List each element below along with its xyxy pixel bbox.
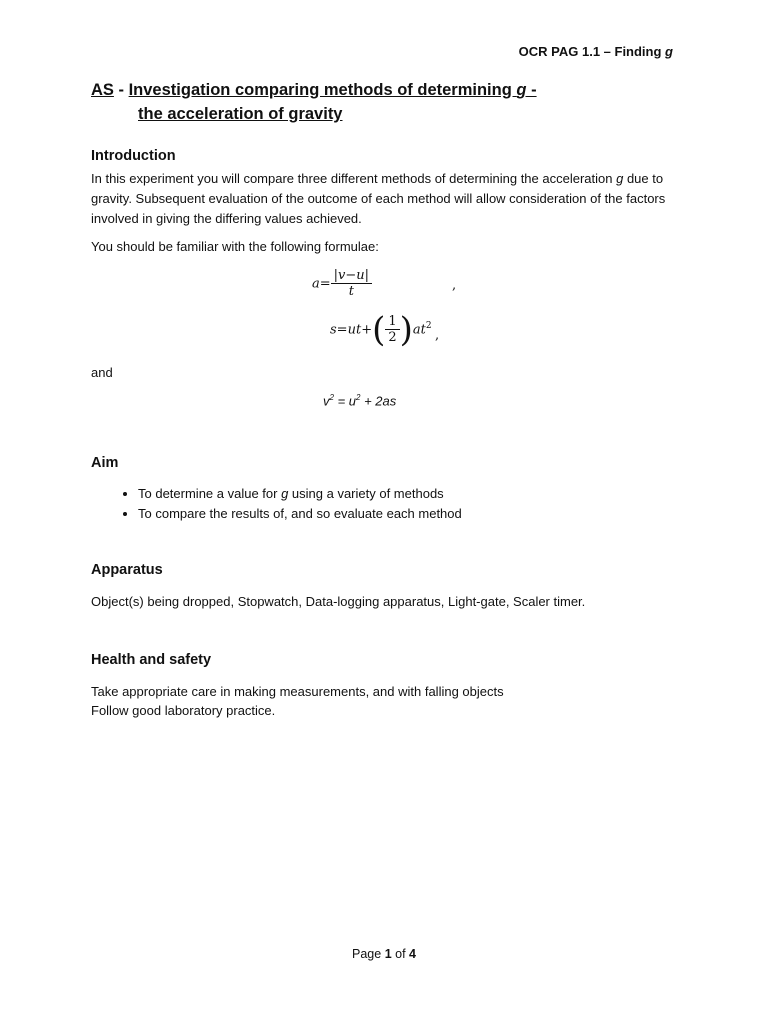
apparatus-heading: Apparatus [91,562,163,578]
safety-line-2: Follow good laboratory practice. [91,703,276,718]
title-line-2: the acceleration of gravity [138,105,343,123]
formula-acceleration: a= $\frac{|v-u|}{t}$ [312,268,372,300]
formula-velocity: $v^2 = u^2 + 2as$ [323,393,397,409]
list-item: • To determine a value for g using a variety of methods [138,484,462,504]
title-line-1: Investigation comparing methods of determining g - [128,81,537,99]
formula-displacement: s=ut+( $\frac{1}{2}$ )$at^2$ [330,310,432,350]
formulae-intro: You should be familiar with the following formulae: [91,239,379,254]
page-title: AS - Investigation comparing methods of determining g - the acceleration of gravity [91,78,537,126]
apparatus-list: Object(s) being dropped, Stopwatch, Data-logging apparatus, Light-gate, Scaler timer. [91,594,586,609]
list-item: • To compare the results of, and so evaluate each method [138,504,462,524]
and-text: and [91,365,113,380]
page-number: Page 1 of 4 [352,947,416,961]
aim-list [91,484,462,524]
formula-1-comma: , [452,278,457,293]
running-header: OCR PAG 1.1 – Finding g [518,44,673,59]
safety-line-1: Take appropriate care in making measurements, and with falling objects [91,684,504,699]
aim-heading: Aim [91,455,119,471]
formula-2-comma: , [435,328,440,343]
introduction-paragraph: In this experiment you will compare three different methods of determining the acceleration g due to gravity. Subsequent evaluation of the outcome of each method will allow consideration of the factors involved in giving the differing values achieved. [91,171,666,226]
health-safety-heading: Health and safety [91,652,212,668]
introduction-heading: Introduction [91,148,176,164]
title-prefix: AS [91,81,114,99]
